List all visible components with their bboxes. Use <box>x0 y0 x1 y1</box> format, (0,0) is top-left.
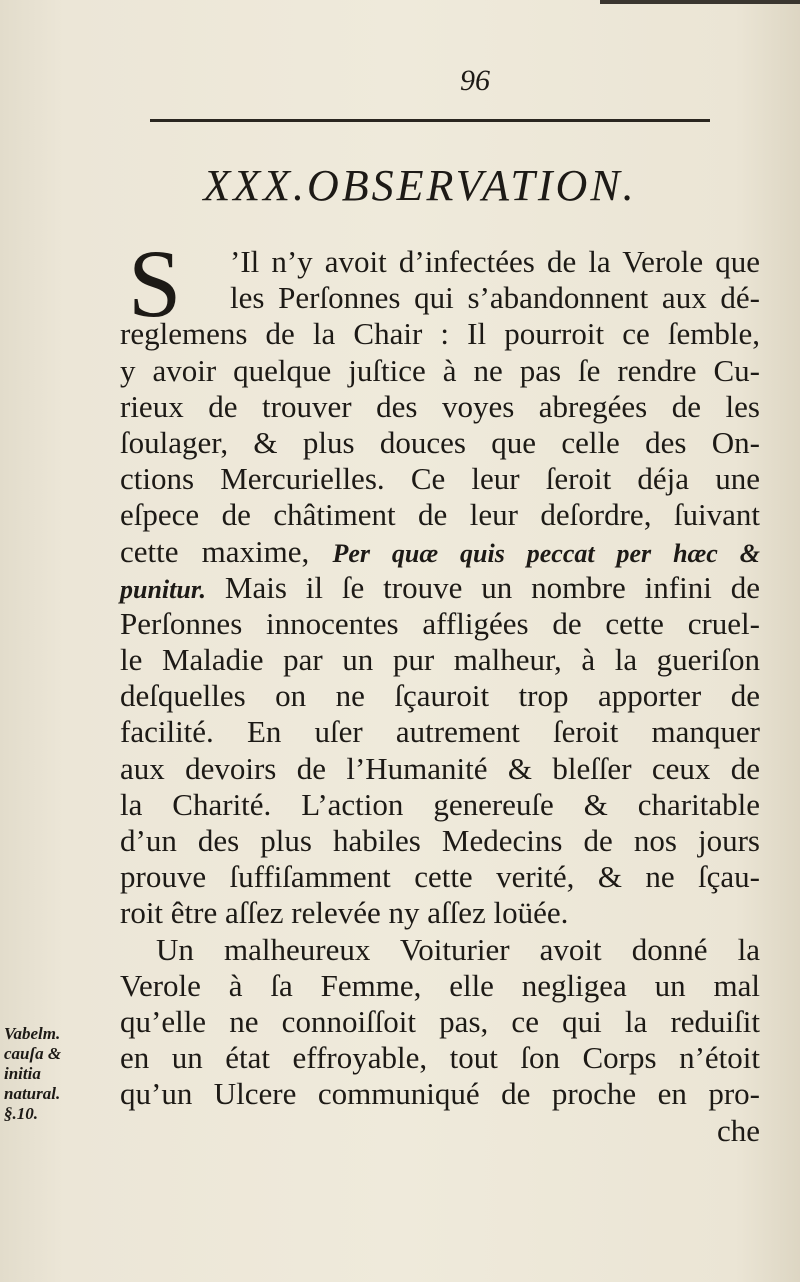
text-line: d’un des plus habiles Medecins de nos jours <box>120 823 760 858</box>
text-line: qu’elle ne connoiſſoit pas, ce qui la reduiſit <box>120 1003 760 1039</box>
latin-maxim-end: punitur. <box>120 574 207 604</box>
drop-cap: S <box>128 230 182 337</box>
margin-note-line: cauſa & <box>4 1044 62 1063</box>
text-line: rieux de trouver des voyes abregées de les <box>120 388 760 424</box>
maxim-suffix: Mais il ſe trouve un nombre infini de <box>206 569 760 605</box>
header-rule <box>150 119 710 122</box>
text-line: les Perſonnes qui s’abandonnent aux dé- <box>230 280 760 316</box>
latin-maxim: Per quæ quis peccat per hæc & <box>332 538 760 568</box>
margin-note <box>4 1024 114 1124</box>
text-line: prouve ſuffiſamment cette verité, & ne ſçau- <box>120 859 760 895</box>
text-line: reglemens de la Chair : Il pourroit ce ſemble, <box>120 316 760 352</box>
text-line: aux devoirs de l’Humanité & bleſſer ceux de <box>120 750 760 786</box>
text-line: Un malheureux Voiturier avoit donné la <box>156 931 760 967</box>
text-line: eſpece de châtiment de leur deſordre, ſuivant <box>120 497 760 533</box>
margin-note-line: §.10. <box>4 1104 38 1123</box>
body-text <box>120 230 760 1149</box>
page-number: 96 <box>460 64 490 97</box>
text-line: Verole à ſa Femme, elle negligea un mal <box>120 967 760 1003</box>
text-line: en un état effroyable, tout ſon Corps n’étoit <box>120 1040 760 1076</box>
text-line: roit être aſſez relevée ny aſſez loüée. <box>120 895 569 931</box>
text-line: ctions Mercurielles. Ce leur ſeroit déja une <box>120 461 760 497</box>
margin-note-line: Vabelm. <box>4 1024 61 1043</box>
text-line: deſquelles on ne ſçauroit trop apporter de <box>120 678 760 714</box>
observation-title: XXX.OBSERVATION. <box>203 161 637 210</box>
margin-note-line: natural. <box>4 1084 61 1103</box>
page-top-edge <box>600 0 800 4</box>
catchword: che <box>716 1112 760 1148</box>
text-line: qu’un Ulcere communiqué de proche en pro- <box>120 1076 760 1112</box>
text-line: la Charité. L’action genereuſe & charitable <box>120 786 760 822</box>
text-line: ’Il n’y avoit d’infectées de la Verole que <box>230 244 760 279</box>
maxim-prefix: cette maxime, <box>120 533 333 569</box>
text-line: y avoir quelque juſtice à ne pas ſe rendre Cu- <box>120 352 760 388</box>
text-line: le Maladie par un pur malheur, à la gueriſon <box>120 642 760 678</box>
text-line-maxim-end <box>120 570 760 606</box>
text-line: ſoulager, & plus douces que celle des On- <box>120 424 760 460</box>
text-line-maxim <box>120 534 760 570</box>
text-line: Perſonnes innocentes affligées de cette cruel- <box>120 605 760 641</box>
margin-note-line: initia <box>4 1064 41 1083</box>
text-line: facilité. En uſer autrement ſeroit manquer <box>120 714 760 750</box>
